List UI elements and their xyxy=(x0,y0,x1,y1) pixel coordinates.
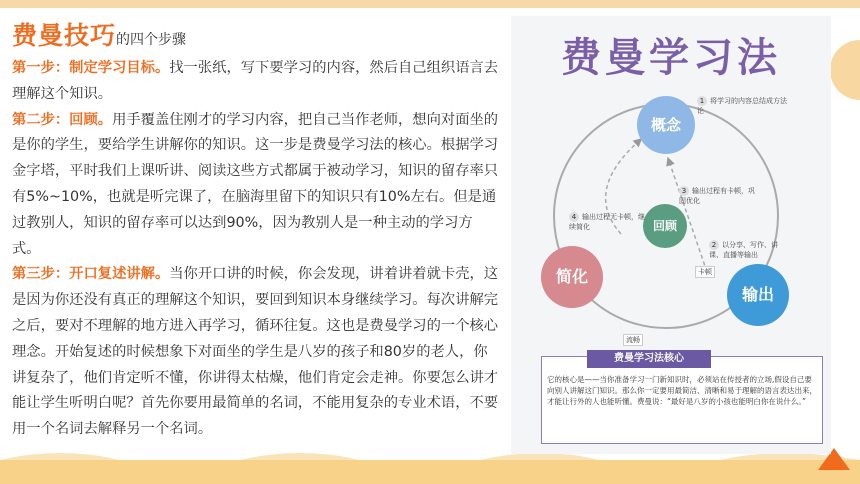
node-output: 输出 xyxy=(727,264,789,326)
tag-stuck: 卡顿 xyxy=(695,266,715,278)
note-3 xyxy=(679,186,759,206)
note-1-text: 将学习的内容总结成方法论 xyxy=(697,97,787,115)
core-title: 费曼学习法核心 xyxy=(587,350,711,368)
title-main: 费曼技巧 xyxy=(12,21,117,50)
note-1 xyxy=(697,96,787,116)
step-2 xyxy=(12,108,500,263)
page-title xyxy=(12,20,500,56)
note-4 xyxy=(569,212,649,232)
node-simplify: 简化 xyxy=(541,246,603,308)
tag-smooth: 流畅 xyxy=(623,334,643,346)
note-2 xyxy=(709,240,789,260)
note-2-text: 以分享、写作、讲课、直播等输出 xyxy=(709,241,778,259)
note-1-number: 1 xyxy=(697,96,707,106)
step-3 xyxy=(12,262,500,443)
top-decoration xyxy=(0,0,860,8)
step-2-text: 用手覆盖住刚才的学习内容，把自己当作老师，想向对面坐的是你的学生，要给学生讲解你的知识。这一步是费曼学习法的核心。根据学习金字塔，平时我们上课听讲、阅读这些方式都属于被动学习，知识的留存率只有5%~10%，也就是听完课了，在脑海里留下的知识只有10%左右。但是通过教别人，知识的留存率可以达到90%，因为教别人是一种主动的学习方式。 xyxy=(12,111,499,257)
bottom-decoration xyxy=(0,460,860,484)
title-sub: 的四个步骤 xyxy=(116,32,187,48)
step-3-label: 第三步：开口复述讲解。 xyxy=(12,266,170,283)
feynman-diagram-panel xyxy=(511,16,831,454)
step-1 xyxy=(12,56,500,108)
diagram-title: 费曼学习法 xyxy=(561,35,781,81)
cloud-decoration xyxy=(830,40,860,100)
node-concept: 概念 xyxy=(637,96,695,154)
note-4-text: 输出过程无卡顿，继续简化 xyxy=(569,213,645,231)
step-2-label: 第二步：回顾。 xyxy=(12,111,113,128)
note-2-number: 2 xyxy=(709,240,719,250)
note-3-number: 3 xyxy=(679,186,689,196)
note-3-text: 输出过程有卡顿，巩固优化 xyxy=(679,187,755,205)
node-review: 回顾 xyxy=(643,204,687,248)
core-text: 它的核心是——当你准备学习一门新知识时，必须站在传授者的立场,假设自己要向别人讲解这门知识。那么你一定要用最简洁、清晰和易于理解的语言表达出来，才能让行外的人也能听懂。费曼说：“最好是八岁的小孩也能明白你在说什么。” xyxy=(547,375,817,406)
note-4-number: 4 xyxy=(569,212,579,222)
text-column xyxy=(12,20,500,443)
step-3-text: 当你开口讲的时候，你会发现，讲着讲着就卡壳，这是因为你还没有真正的理解这个知识，要回到知识本身继续学习。每次讲解完之后，要对不理解的地方进入再学习，循环往复。这也是费曼学习的一个核心理念。开始复述的时候想象下对面坐的学生是八岁的孩子和80岁的老人，你讲复杂了，他们肯定听不懂，你讲得太枯燥，他们肯定会走神。你要怎么讲才能让学生听明白呢？首先你要用最简单的名词，不能用复杂的专业术语，不要用一个名词去解释另一个名词。 xyxy=(12,266,499,438)
step-1-label: 第一步：制定学习目标。 xyxy=(12,60,170,76)
step-1-text: 找一张纸，写下要学习的内容，然后自己组织语言去理解这个知识。 xyxy=(12,60,499,102)
